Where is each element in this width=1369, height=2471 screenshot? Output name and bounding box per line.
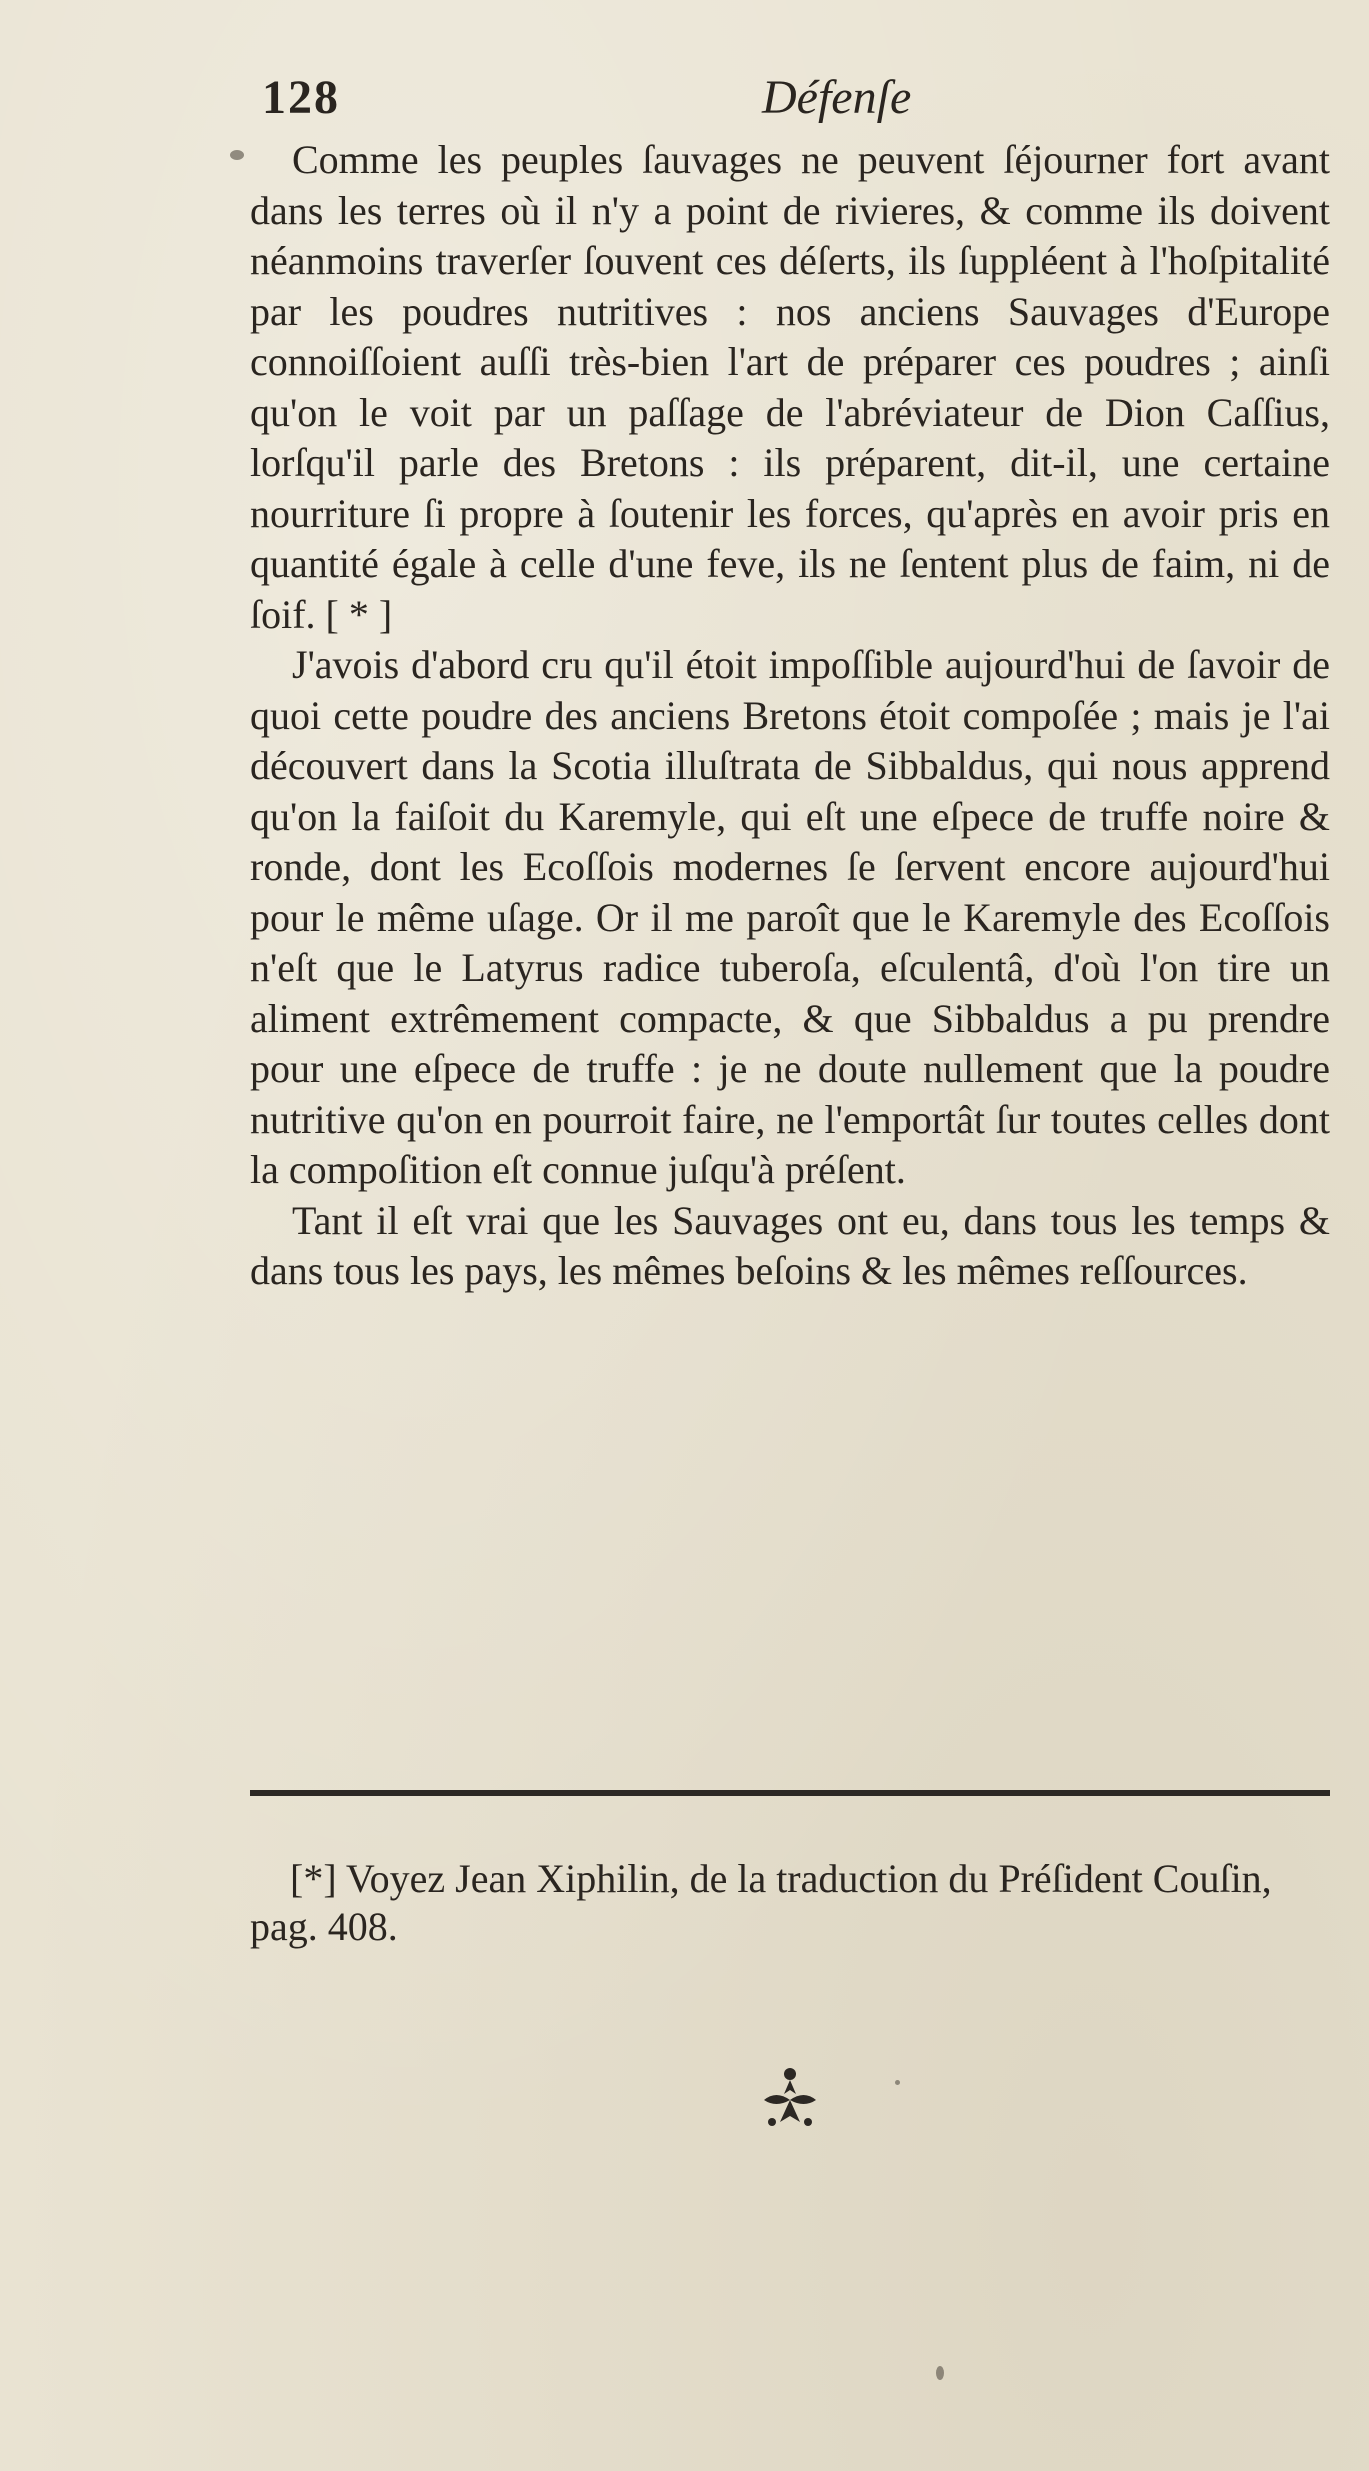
page-number: 128 <box>262 71 340 124</box>
fleuron-ornament-icon <box>750 2060 830 2140</box>
paper-blemish <box>936 2366 944 2380</box>
paper-blemish <box>230 150 244 160</box>
footnote-separator-rule <box>250 1790 1330 1796</box>
running-head <box>0 70 1369 140</box>
paragraph-1: Comme les peuples ſauvages ne peuvent ſéjourner fort avant dans les terres où il n'y a point de rivieres, & comme ils doivent néanmoins traverſer ſouvent ces déſerts, ils ſuppléent à l'hoſpitalité par les poudres nutritives : nos anciens Sauvages d'Europe connoiſſoient auſſi très-bien l'art de préparer ces poudres ; ainſi qu'on le voit par un paſſage de l'abréviateur de Dion Caſſius, lorſqu'il parle des Bretons : ils préparent, dit-il, une certaine nourriture ſi propre à ſoutenir les forces, qu'après en avoir pris en quantité égale à celle d'une feve, ils ne ſentent plus de faim, ni de ſoif. [ * ] <box>250 137 1330 637</box>
paragraph-3: Tant il eſt vrai que les Sauvages ont eu, dans tous les temps & dans tous les pays, les mêmes beſoins & les mêmes reſſources. <box>250 1197 1330 1293</box>
footnote: [*] Voyez Jean Xiphilin, de la traduction du Préſident Couſin, pag. 408. <box>250 1856 1272 1949</box>
running-title: Défenſe <box>762 71 912 124</box>
paper-blemish <box>895 2080 900 2085</box>
paragraph-2: J'avois d'abord cru qu'il étoit impoſſible aujourd'hui de ſavoir de quoi cette poudre des anciens Bretons étoit compoſée ; mais je l'ai découvert dans la Scotia illuſtrata de Sibbaldus, qui nous apprend qu'on la faiſoit du Karemyle, qui eſt une eſpece de truffe noire & ronde, dont les Ecoſſois modernes ſe ſervent encore aujourd'hui pour le même uſage. Or il me paroît que le Karemyle des Ecoſſois n'eſt que le Latyrus radice tuberoſa, eſculentâ, d'où l'on tire un aliment extrêmement compacte, & que Sibbaldus a pu prendre pour une eſpece de truffe : je ne doute nullement que la poudre nutritive qu'on en pourroit faire, ne l'emportât ſur toutes celles dont la compoſition eſt connue juſqu'à préſent. <box>250 642 1330 1192</box>
main-text <box>250 135 1330 1297</box>
